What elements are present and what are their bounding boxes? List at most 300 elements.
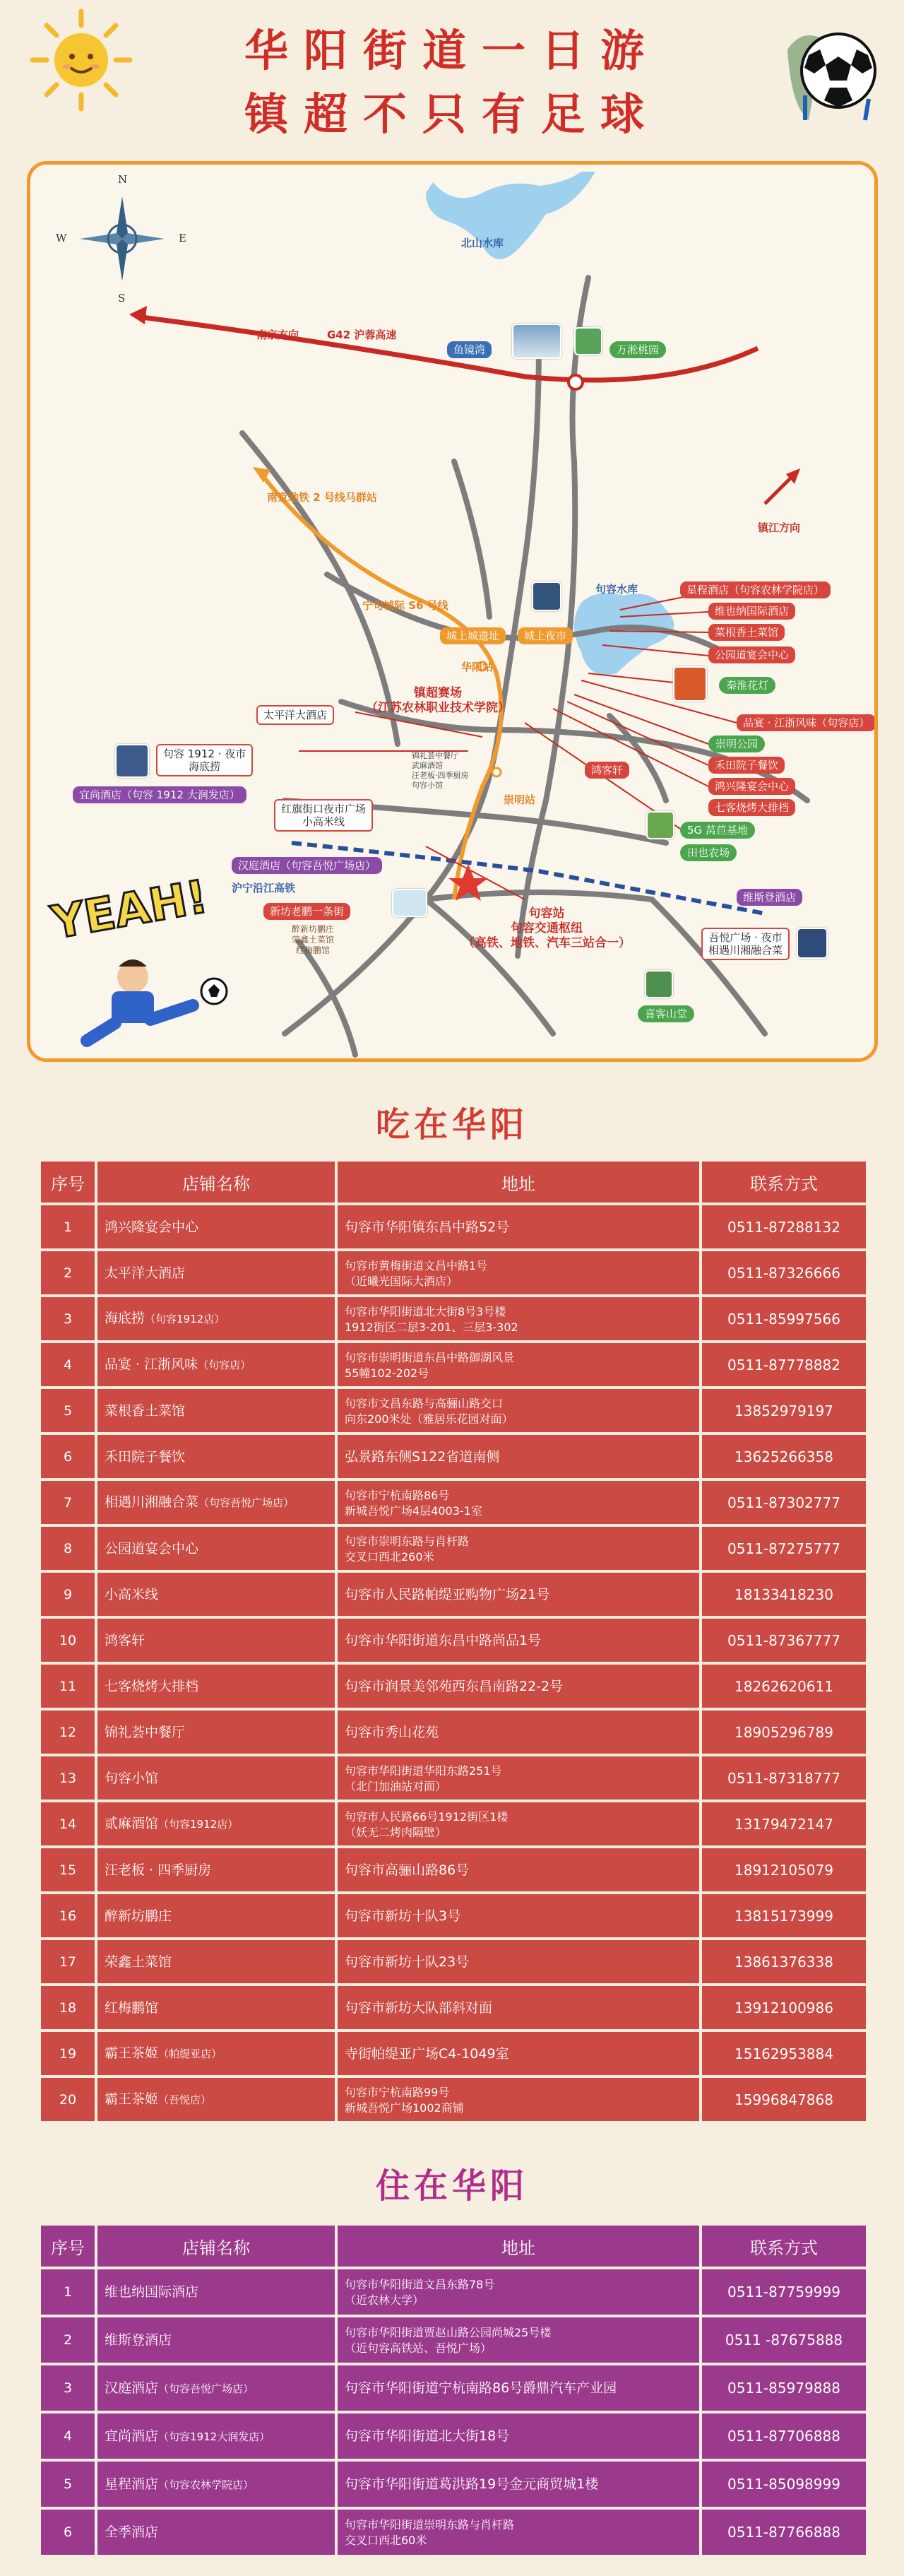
row-name <box>97 1665 338 1708</box>
row-number-text: 20 <box>59 2091 77 2108</box>
row-name-text: 公园道宴会中心 <box>105 1540 199 1556</box>
page-title-line1: 华阳街道一日游 <box>244 25 660 76</box>
map-label-jurong1912: 句容 1912 · 夜市 海底捞 <box>156 744 253 776</box>
live-header-tel: 联系方式 <box>702 2226 866 2267</box>
row-address-text: 句容市华阳街道东昌中路尚品1号 <box>345 1632 542 1648</box>
row-name-branch: （吾悦店） <box>158 2093 212 2106</box>
row-number <box>41 1205 97 1248</box>
row-number <box>41 1665 97 1708</box>
row-address-text: 句容市华阳街道文昌东路78号 （近农林大学） <box>345 2278 495 2307</box>
row-number <box>41 2510 97 2555</box>
table-row <box>41 2317 866 2363</box>
row-number <box>41 1894 97 1937</box>
table-row <box>41 1297 866 1340</box>
row-number <box>41 1848 97 1891</box>
row-number-text: 15 <box>59 1862 77 1878</box>
row-name <box>97 1389 338 1432</box>
row-name-text: 宜尚酒店 <box>105 2428 159 2444</box>
row-address-text: 句容市华阳街道崇明东路与肖杆路 交叉口西北60米 <box>345 2518 515 2547</box>
row-number-text: 8 <box>63 1540 73 1556</box>
row-name <box>97 1619 338 1662</box>
row-name-text: 七客烧烤大排档 <box>105 1678 199 1694</box>
table-row <box>41 2413 866 2459</box>
row-phone <box>702 1527 866 1570</box>
row-name-text: 菜根香土菜馆 <box>105 1402 186 1419</box>
row-name-text: 鸿客轩 <box>105 1632 145 1648</box>
row-address <box>338 2032 702 2075</box>
lantern-photo <box>673 666 707 702</box>
row-phone-text: 13179472147 <box>734 1815 833 1833</box>
map-label-zhenjiang-dir: 镇江方向 <box>758 521 801 534</box>
row-name <box>97 1711 338 1754</box>
row-name-text: 句容小馆 <box>105 1770 159 1786</box>
table-row <box>41 2510 866 2555</box>
row-phone <box>702 1619 866 1662</box>
row-address-text: 句容市新坊十队3号 <box>345 1908 461 1924</box>
row-number-text: 16 <box>59 1908 77 1924</box>
row-number <box>41 2269 97 2315</box>
row-address <box>338 2269 702 2315</box>
row-number <box>41 1986 97 2029</box>
table-row <box>41 1848 866 1891</box>
compass-north-label: N <box>118 173 128 186</box>
live-section-title: 住在华阳 <box>375 2166 528 2206</box>
row-phone-text: 0511 -87675888 <box>725 2332 843 2348</box>
row-number-text: 1 <box>63 1219 73 1235</box>
map-label-city-wall: 城上城遗址 <box>440 627 506 644</box>
row-number-text: 13 <box>59 1770 77 1786</box>
compass-west-label: W <box>56 232 67 244</box>
yujingwan-photo <box>512 324 561 359</box>
row-phone <box>702 2032 866 2075</box>
row-name <box>97 1297 338 1340</box>
row-phone <box>702 1711 866 1754</box>
map-label-chongming-park: 崇明公园 <box>708 735 765 752</box>
row-number-text: 14 <box>59 1816 77 1832</box>
row-number <box>41 1619 97 1662</box>
row-address <box>338 2510 702 2555</box>
row-address <box>338 1573 702 1616</box>
map-label-zhaoqingmi: 锦礼荟中餐厅 武麻酒馆 汪老板·四季厨房 句容小馆 <box>412 751 469 790</box>
swan-photo <box>392 889 427 917</box>
row-name-text: 维斯登酒店 <box>105 2332 172 2348</box>
row-number-text: 2 <box>63 1265 73 1281</box>
row-name <box>97 2510 338 2555</box>
map-label-nanjing-dir: 南京方向 <box>256 329 299 341</box>
row-number <box>41 1297 97 1340</box>
eat-table <box>41 1159 866 2124</box>
row-address-text: 句容市华阳镇东昌中路52号 <box>345 1219 510 1235</box>
row-address <box>338 1802 702 1845</box>
eat-section-title: 吃在华阳 <box>375 1105 528 1145</box>
row-name-text: 相遇川湘融合菜 <box>105 1494 199 1510</box>
row-phone <box>702 2510 866 2555</box>
night-market-photo <box>115 744 149 778</box>
row-phone-text: 0511-87706888 <box>727 2428 840 2445</box>
row-name-text: 维也纳国际酒店 <box>105 2284 199 2300</box>
map-label-wuyue: 吾悦广场 · 夜市 相遇川湘融合菜 <box>701 928 790 960</box>
row-number <box>41 1711 97 1754</box>
row-address <box>338 1619 702 1662</box>
map-label-hub: 句容站 句容交通枢纽 （高铁、地铁、汽车三站合一） <box>463 906 631 950</box>
compass-east-label: E <box>179 232 186 244</box>
map-label-hongxing: 鸿兴隆宴会中心 <box>708 778 795 795</box>
row-phone <box>702 1894 866 1937</box>
row-phone-text: 0511-87759999 <box>727 2283 840 2300</box>
row-name-text: 霸王茶姬 <box>105 2045 159 2061</box>
row-name <box>97 1251 338 1294</box>
row-address <box>338 1343 702 1386</box>
live-header-no: 序号 <box>41 2226 97 2267</box>
table-row <box>41 1711 866 1754</box>
row-phone <box>702 2317 866 2363</box>
map-label-hetian: 禾田院子餐饮 <box>708 757 785 774</box>
row-address-text: 句容市润景美邻苑西东昌南路22-2号 <box>345 1678 564 1694</box>
peach-tree-photo <box>574 327 602 355</box>
row-address-text: 句容市华阳街道北大街18号 <box>345 2428 510 2444</box>
row-number <box>41 1527 97 1570</box>
row-address <box>338 2365 702 2411</box>
row-phone-text: 0511-87275777 <box>727 1540 840 1557</box>
row-name <box>97 1435 338 1478</box>
row-phone-text: 18905296789 <box>734 1723 833 1741</box>
row-address-text: 句容市秀山花苑 <box>345 1724 439 1740</box>
row-number <box>41 1435 97 1478</box>
map-label-taipingyang: 太平洋大酒店 <box>256 705 334 725</box>
row-name <box>97 1802 338 1845</box>
row-name <box>97 1343 338 1386</box>
row-phone-text: 0511-87778882 <box>727 1356 840 1373</box>
row-phone-text: 0511-87302777 <box>727 1494 840 1511</box>
row-number <box>41 1756 97 1800</box>
row-name-text: 醉新坊鹏庄 <box>105 1908 172 1924</box>
live-header-addr: 地址 <box>338 2226 702 2267</box>
row-name-text: 小高米线 <box>105 1586 159 1602</box>
row-name <box>97 2365 338 2411</box>
table-row <box>41 1205 866 1248</box>
row-address <box>338 1665 702 1708</box>
row-number-text: 12 <box>59 1724 77 1740</box>
row-name-branch: （句容1912店） <box>145 1313 225 1325</box>
row-phone <box>702 1389 866 1432</box>
row-name <box>97 2462 338 2507</box>
row-phone <box>702 2365 866 2411</box>
live-table <box>41 2223 866 2558</box>
row-address <box>338 1481 702 1524</box>
eat-header-addr: 地址 <box>338 1162 702 1203</box>
compass-south-label: S <box>118 292 126 305</box>
row-phone-text: 0511-87766888 <box>727 2524 840 2541</box>
table-row <box>41 2462 866 2507</box>
row-name <box>97 1940 338 1983</box>
map-label-qinhuai: 秦淮花灯 <box>719 677 775 694</box>
row-phone-text: 18262620611 <box>734 1677 833 1695</box>
row-name <box>97 1481 338 1524</box>
row-number-text: 1 <box>63 2284 73 2300</box>
row-number <box>41 1940 97 1983</box>
row-phone-text: 0511-87367777 <box>727 1631 840 1649</box>
row-number-text: 3 <box>63 2380 73 2396</box>
map-label-huayang-station: 华阳站 <box>461 661 494 673</box>
row-phone-text: 18912105079 <box>734 1861 833 1879</box>
row-name-branch: （句容吾悦广场店） <box>198 1496 295 1509</box>
row-number <box>41 2317 97 2363</box>
row-phone-text: 0511-87318777 <box>727 1769 840 1787</box>
row-phone <box>702 1481 866 1524</box>
row-number <box>41 1802 97 1845</box>
row-name-text: 霸王茶姬 <box>105 2091 159 2107</box>
row-number <box>41 2078 97 2121</box>
live-header-name: 店铺名称 <box>97 2226 338 2267</box>
map-label-vienna: 维也纳国际酒店 <box>708 603 795 620</box>
row-name-text: 红梅鹏馆 <box>105 1999 159 2016</box>
row-address-text: 句容市崇明街道东昌中路御湖风景 55幢102-202号 <box>345 1350 515 1380</box>
row-address <box>338 1894 702 1937</box>
map-label-5g: 5G 莴苣基地 <box>680 822 755 839</box>
row-address-text: 句容市华阳街道贾赵山路公园尚城25号楼 （近句容高铁站、吾悦广场） <box>345 2326 552 2355</box>
map-label-s6: 宁句城际 S6 号线 <box>362 599 448 612</box>
map-label-caigen: 菜根香土菜馆 <box>708 624 785 641</box>
eat-header-tel: 联系方式 <box>702 1162 866 1203</box>
table-row <box>41 1986 866 2029</box>
map-label-tianyuan: 田也农场 <box>680 844 737 861</box>
row-name-text: 汉庭酒店 <box>105 2380 159 2396</box>
row-number-text: 5 <box>63 2476 73 2492</box>
row-name-text: 锦礼荟中餐厅 <box>105 1724 186 1740</box>
row-phone-text: 13815173999 <box>734 1907 833 1925</box>
row-name <box>97 1894 338 1937</box>
row-number <box>41 1481 97 1524</box>
row-name <box>97 1756 338 1800</box>
map-label-yixuan: 宜尚酒店（句容 1912 大润发店） <box>73 786 246 803</box>
map-label-star-hotel: 星程酒店（句容农林学院店） <box>680 581 831 598</box>
table-row <box>41 1619 866 1662</box>
table-row <box>41 1756 866 1800</box>
table-row <box>41 2269 866 2315</box>
row-phone-text: 0511-87326666 <box>727 1264 840 1282</box>
map-label-xunrong-reservoir: 句容水库 <box>595 583 638 596</box>
table-row <box>41 1665 866 1708</box>
row-phone <box>702 1986 866 2029</box>
map-label-beishan: 北山水库 <box>461 237 504 249</box>
row-number <box>41 2413 97 2459</box>
row-phone <box>702 1297 866 1340</box>
map-label-metro2: 南京地铁 2 号线马群站 <box>267 491 377 504</box>
row-phone-text: 0511-85098999 <box>727 2476 840 2493</box>
row-phone-text: 13852979197 <box>734 1402 833 1419</box>
row-address <box>338 1435 702 1478</box>
row-address <box>338 2078 702 2121</box>
xilin-photo <box>645 970 673 998</box>
farm-photo <box>646 811 674 839</box>
row-name-branch: （句容1912大润发店） <box>158 2430 270 2443</box>
table-row <box>41 1573 866 1616</box>
row-address-text: 寺街帕缇亚广场C4-1049室 <box>345 2045 509 2062</box>
row-number-text: 10 <box>59 1632 77 1648</box>
row-number <box>41 1389 97 1432</box>
row-address-text: 句容市黄梅街道文昌中路1号 （近曦光国际大酒店） <box>345 1258 488 1288</box>
map-label-qixiang: 七客烧烤大排档 <box>708 799 795 816</box>
map-label-xilin: 喜客山堂 <box>638 1005 694 1022</box>
row-name-text: 荣鑫土菜馆 <box>105 1954 172 1970</box>
row-name-text: 太平洋大酒店 <box>105 1265 186 1281</box>
row-name <box>97 2269 338 2315</box>
row-phone-text: 15996847868 <box>734 2091 833 2108</box>
row-address <box>338 1251 702 1294</box>
table-row <box>41 1802 866 1845</box>
map-label-pinyan: 品宴 · 江浙风味（句容店） <box>737 714 876 731</box>
map-label-honggeluo: 鸿客轩 <box>585 762 629 779</box>
row-name-text: 全季酒店 <box>105 2524 159 2540</box>
row-name-branch: （句容1912店） <box>158 1818 239 1831</box>
row-address-text: 句容市华阳街道宁杭南路86号爵鼎汽车产业园 <box>345 2380 617 2396</box>
wuyue-photo <box>797 928 828 959</box>
row-address <box>338 1389 702 1432</box>
row-number <box>41 1343 97 1386</box>
table-row <box>41 2365 866 2411</box>
table-row <box>41 2078 866 2121</box>
row-name <box>97 2078 338 2121</box>
row-address <box>338 1297 702 1340</box>
row-address <box>338 1756 702 1800</box>
row-phone <box>702 2462 866 2507</box>
map-label-xinfang: 新坊老鹏一条街 <box>263 903 350 920</box>
map-label-city-night: 城上夜市 <box>518 627 573 644</box>
row-address <box>338 1711 702 1754</box>
row-address-text: 句容市人民路66号1912街区1楼 （妖无二烤肉隔壁） <box>345 1809 509 1839</box>
row-number-text: 4 <box>63 1357 73 1373</box>
row-name-branch: （句容店） <box>198 1359 251 1371</box>
eat-header-no: 序号 <box>41 1162 97 1203</box>
row-phone <box>702 1435 866 1478</box>
soccer-ball-icon <box>780 21 886 127</box>
row-phone-text: 0511-85997566 <box>727 1310 840 1328</box>
row-name-text: 鸿兴隆宴会中心 <box>105 1219 199 1235</box>
row-number-text: 6 <box>63 1448 73 1465</box>
row-name-branch: （句容农林学院店） <box>158 2478 254 2491</box>
row-address <box>338 1940 702 1983</box>
row-address <box>338 1527 702 1570</box>
row-phone <box>702 1343 866 1386</box>
row-name-text: 汪老板 · 四季厨房 <box>105 1862 212 1878</box>
row-phone <box>702 1665 866 1708</box>
page-header <box>0 0 904 152</box>
row-number-text: 17 <box>59 1954 77 1970</box>
row-name-branch: （句容吾悦广场店） <box>158 2382 254 2395</box>
row-name <box>97 1573 338 1616</box>
stadium-photo <box>532 581 561 611</box>
row-address-text: 句容市新坊十队23号 <box>345 1954 470 1970</box>
row-address-text: 句容市宁杭南路99号 新城吾悦广场1002商铺 <box>345 2085 464 2115</box>
row-address <box>338 2317 702 2363</box>
row-phone-text: 13861376338 <box>734 1953 833 1971</box>
table-row <box>41 1481 866 1524</box>
row-phone <box>702 1756 866 1800</box>
table-row <box>41 1894 866 1937</box>
row-number <box>41 2032 97 2075</box>
row-address <box>338 1205 702 1248</box>
row-name-branch: （帕缇亚店） <box>158 2048 222 2060</box>
table-row <box>41 1940 866 1983</box>
eat-table-header <box>41 1162 866 1203</box>
row-name-text: 海底捞 <box>105 1311 145 1326</box>
row-address <box>338 2462 702 2507</box>
row-address <box>338 1986 702 2029</box>
row-name-text: 禾田院子餐饮 <box>105 1448 186 1465</box>
row-address <box>338 1848 702 1891</box>
row-number <box>41 1573 97 1616</box>
row-phone <box>702 1802 866 1845</box>
row-address-text: 句容市华阳街道北大街8号3号楼 1912街区二层3-201、三层3-302 <box>345 1304 518 1334</box>
eat-header-name: 店铺名称 <box>97 1162 338 1203</box>
row-name <box>97 2413 338 2459</box>
table-row <box>41 2032 866 2075</box>
map-label-g42: G42 沪蓉高速 <box>327 329 397 341</box>
svg-text:YEAH!: YEAH! <box>47 871 212 950</box>
row-name-text: 贰麻酒馆 <box>105 1816 159 1831</box>
tourist-map <box>27 161 878 1062</box>
table-row <box>41 1251 866 1294</box>
row-name <box>97 1848 338 1891</box>
row-phone <box>702 2078 866 2121</box>
row-number-text: 3 <box>63 1311 73 1327</box>
map-label-hongqi: 红旗街口夜市广场 小高米线 <box>274 799 373 832</box>
row-address-text: 句容市宁杭南路86号 新城吾悦广场4层4003-1室 <box>345 1488 482 1518</box>
row-number-text: 2 <box>63 2332 73 2348</box>
row-phone-text: 0511-85979888 <box>727 2380 840 2397</box>
row-address-text: 句容市文昌东路与高骊山路交口 向东200米处（雅居乐花园对面） <box>345 1396 513 1426</box>
row-number-text: 18 <box>59 1999 77 2016</box>
row-number-text: 9 <box>63 1586 73 1602</box>
map-label-chongming: 崇明站 <box>504 793 536 806</box>
row-number <box>41 1251 97 1294</box>
map-label-weisideng: 维斯登酒店 <box>737 889 802 906</box>
row-number-text: 4 <box>63 2428 73 2444</box>
map-label-zuixin: 醉新坊鹏庄 荣鑫土菜馆 红梅鹏馆 <box>292 924 335 955</box>
row-address-text: 句容市高骊山路86号 <box>345 1862 470 1878</box>
row-phone-text: 15162953884 <box>734 2045 833 2062</box>
row-name <box>97 2317 338 2363</box>
row-number <box>41 2462 97 2507</box>
row-address-text: 句容市新坊大队部斜对面 <box>345 1999 493 2016</box>
row-address <box>338 2413 702 2459</box>
row-number-text: 11 <box>59 1678 77 1694</box>
row-address-text: 句容市崇明东路与肖杆路 交叉口西北260米 <box>345 1534 470 1564</box>
soccer-player-illustration <box>44 871 249 1048</box>
row-phone <box>702 1205 866 1248</box>
row-phone-text: 13912100986 <box>734 1999 833 2016</box>
row-number-text: 19 <box>59 2045 77 2062</box>
row-name <box>97 1205 338 1248</box>
row-name-text: 品宴 · 江浙风味 <box>105 1357 198 1372</box>
live-table-header <box>41 2226 866 2267</box>
row-address-text: 句容市华阳街道华阳东路251号 （北门加油站对面） <box>345 1763 502 1793</box>
row-number-text: 6 <box>63 2524 73 2540</box>
page-title-line2: 镇超不只有足球 <box>244 88 660 140</box>
map-label-hanting: 汉庭酒店（句容吾悦广场店） <box>232 857 382 874</box>
map-label-stadium: 镇超赛场 （江苏农林职业技术学院） <box>366 686 510 715</box>
row-phone <box>702 1848 866 1891</box>
row-number <box>41 2365 97 2411</box>
row-name <box>97 1986 338 2029</box>
table-row <box>41 1527 866 1570</box>
row-phone-text: 13625266358 <box>734 1448 833 1465</box>
row-address-text: 句容市人民路帕缇亚购物广场21号 <box>345 1586 550 1602</box>
row-address-text: 句容市华阳街道葛洪路19号金元商贸城1楼 <box>345 2476 599 2492</box>
row-name-text: 星程酒店 <box>105 2476 159 2492</box>
row-name <box>97 1527 338 1570</box>
row-number-text: 7 <box>63 1494 73 1511</box>
